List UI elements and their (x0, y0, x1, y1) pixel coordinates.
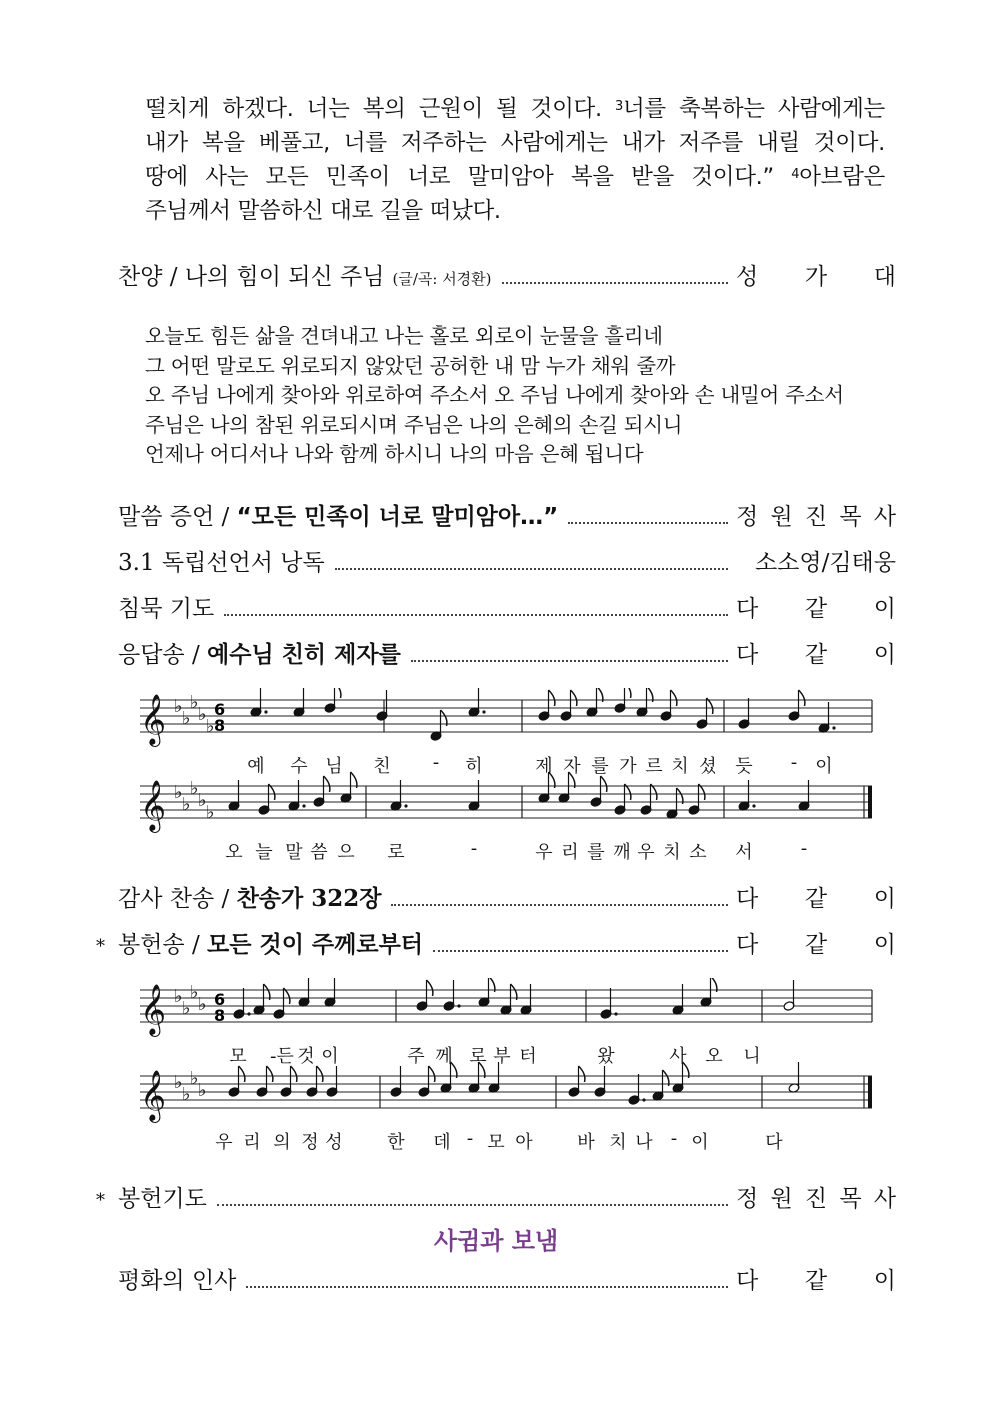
leader-dots (391, 904, 728, 906)
lyric-line: 언제나 어디서나 나와 함께 하시니 나의 마음 은혜 됩니다 (145, 442, 644, 466)
flat-icon: ♭ (190, 778, 199, 799)
item-credit: (글/곡: 서경환) (392, 270, 492, 288)
order-item-offering-prayer (96, 1180, 896, 1216)
lyric-syllable: 이 (691, 1132, 709, 1153)
order-item-offering-song (96, 926, 896, 962)
leader-dots (335, 568, 728, 570)
scripture-text: 너를 축복하는 사람에게는 (622, 96, 885, 122)
item-title: 침묵 기도 (118, 596, 215, 622)
lyric-syllable: - (432, 752, 440, 773)
lyric-syllable: 왔 (597, 1046, 615, 1067)
lyric-syllable: 로 (387, 842, 405, 863)
lyric-syllable: 으 (337, 842, 355, 863)
scripture-line: 주님께서 말씀하신 대로 길을 떠났다. (145, 198, 501, 224)
order-item-sermon (96, 498, 896, 534)
lyric-syllable: 오 (225, 842, 243, 863)
flat-icon: ♭ (182, 998, 191, 1019)
scripture-text: 땅에 사는 모든 민족이 너로 말미암아 복을 받을 것이다.” (145, 164, 792, 190)
lyric-syllable: 데 (433, 1132, 451, 1153)
item-leader: 정 원 진 목 사 (736, 504, 896, 530)
lyric-syllable: 리 (243, 1132, 261, 1153)
lyric-syllable: 나 (635, 1132, 653, 1153)
treble-clef-icon: 𝄞 (140, 1070, 167, 1121)
lyric-syllable: 로 (469, 1046, 487, 1067)
lyric-syllable: 치 (671, 756, 689, 777)
item-leader: 다 같 이 (736, 932, 896, 958)
lyric-syllable: 서 (735, 842, 753, 863)
leader-dots (224, 614, 728, 616)
lyric-syllable: 우 (637, 842, 655, 863)
item-title: 감사 찬송 / 찬송가 322장 (118, 885, 382, 912)
lyric-syllable: 늘 (255, 842, 273, 863)
order-item-peace-greeting (96, 1262, 896, 1298)
lyric-syllable: 치 (609, 1132, 627, 1153)
lyric-syllable: 다 (765, 1132, 783, 1153)
lyric-syllable: 히 (465, 756, 483, 777)
item-leader: 소소영/김태웅 (754, 550, 896, 576)
scripture-line: 내가 복을 베풀고, 너를 저주하는 사람에게는 내가 저주를 내릴 것이다. (145, 130, 885, 156)
lyric-syllable: 소 (689, 842, 707, 863)
staff-row (140, 978, 872, 1037)
lyric-syllable: 를 (587, 842, 605, 863)
standing-mark: * (96, 1190, 105, 1211)
lyric-syllable: 를 (591, 756, 609, 777)
lyric-syllable: 오 (705, 1046, 723, 1067)
lyric-syllable: 성 (325, 1132, 343, 1153)
flat-icon: ♭ (182, 1084, 191, 1105)
staff-row (140, 1062, 872, 1123)
leader-dots (568, 522, 728, 524)
order-item-anthem (96, 258, 896, 294)
lyric-syllable: 터 (519, 1046, 537, 1067)
lyric-syllable: 제 (535, 756, 553, 777)
item-title: 응답송 / 예수님 친히 제자를 (118, 641, 401, 668)
lyric-syllable: 자 (563, 756, 581, 777)
leader-dots (433, 950, 728, 952)
staff-row (140, 772, 872, 833)
flat-icon: ♭ (190, 1068, 199, 1089)
time-signature-top: 6 (214, 990, 226, 1009)
lyric-line: 주님은 나의 참된 위로되시며 주님은 나의 은혜의 손길 되시니 (145, 412, 683, 437)
item-title: 봉헌송 / 모든 것이 주께로부터 (118, 931, 424, 958)
flat-icon: ♭ (174, 986, 183, 1007)
offering-song-score (134, 978, 878, 1163)
lyric-syllable: 바 (577, 1132, 595, 1153)
order-item-silent-prayer (96, 590, 896, 626)
lyric-syllable: 한 (387, 1132, 405, 1153)
item-leader: 다 같 이 (736, 596, 896, 622)
lyric-syllable: 모 (487, 1132, 505, 1153)
flat-icon: ♭ (198, 704, 207, 725)
scripture-line (145, 160, 885, 194)
music-staff-svg (134, 688, 878, 868)
lyric-syllable: - (670, 1128, 678, 1149)
lyric-syllable: 가 (619, 756, 637, 777)
item-leader: 다 같 이 (736, 642, 896, 668)
flat-icon: ♭ (174, 1072, 183, 1093)
order-item-thanks-hymn (96, 880, 896, 916)
lyric-syllable: 니 (743, 1046, 761, 1067)
leader-dots (217, 1204, 728, 1206)
lyric-syllable: 께 (435, 1046, 453, 1067)
lyric-syllable: 셨 (699, 756, 717, 777)
flat-icon: ♭ (198, 1080, 207, 1101)
flat-icon: ♭ (174, 782, 183, 803)
verse-number: 3 (614, 99, 623, 114)
lyric-syllable: - (466, 1128, 474, 1149)
flat-icon: ♭ (182, 794, 191, 815)
flat-icon: ♭ (182, 708, 191, 729)
lyric-line: 오 주님 나에게 찾아와 위로하여 주소서 오 주님 나에게 찾아와 손 내밀어 주소서 (145, 383, 844, 407)
treble-clef-icon: 𝄞 (140, 984, 167, 1035)
lyric-syllable: 수 (290, 756, 308, 777)
verse-number: 4 (791, 167, 800, 182)
leader-dots (502, 282, 728, 284)
lyric-syllable: 말 (285, 842, 303, 863)
treble-clef-icon: 𝄞 (140, 780, 167, 831)
item-leader: 정 원 진 목 사 (736, 1186, 896, 1212)
lyric-line: 그 어떤 말로도 위로되지 않았던 공허한 내 맘 누가 채워 줄까 (145, 353, 676, 378)
flat-icon: ♭ (198, 790, 207, 811)
item-leader: 다 같 이 (736, 886, 896, 912)
lyric-syllable: 사 (669, 1046, 687, 1067)
time-signature-bottom: 8 (214, 716, 226, 735)
order-item-declaration (96, 544, 896, 580)
section-heading: 사귐과 보냄 (433, 1227, 559, 1255)
item-leader: 성 가 대 (736, 264, 896, 290)
lyric-syllable: 우 (215, 1132, 233, 1153)
lyric-syllable: 씀 (310, 842, 328, 863)
scripture-text: 아브람은 (799, 164, 885, 190)
item-title: 3.1 독립선언서 낭독 (118, 550, 325, 576)
anthem-lyrics (145, 322, 844, 470)
leader-dots (246, 1286, 728, 1288)
item-title: 봉헌기도 (118, 1186, 207, 1212)
lyric-syllable: 주 (407, 1046, 425, 1067)
lyric-syllable: 모 (229, 1046, 247, 1067)
staff-row (140, 688, 872, 747)
lyric-syllable: 깨 (613, 842, 631, 863)
lyric-syllable: -든 (270, 1046, 294, 1067)
lyric-syllable: 것 (297, 1046, 315, 1067)
lyric-syllable: - (800, 838, 808, 859)
lyric-syllable: 이 (321, 1046, 339, 1067)
flat-icon: ♭ (190, 982, 199, 1003)
flat-icon: ♭ (206, 716, 215, 737)
item-leader: 다 같 이 (736, 1268, 896, 1294)
flat-icon: ♭ (174, 696, 183, 717)
scripture-passage (145, 92, 885, 228)
lyric-syllable: 듯 (735, 756, 753, 777)
lyric-syllable: 정 (301, 1132, 319, 1153)
leader-dots (411, 660, 728, 662)
flat-icon: ♭ (198, 994, 207, 1015)
scripture-line (145, 92, 885, 126)
item-title: 평화의 인사 (118, 1268, 237, 1294)
time-signature-bottom: 8 (214, 1006, 226, 1025)
time-signature-top: 6 (214, 700, 226, 719)
lyric-syllable: 이 (815, 756, 833, 777)
lyric-syllable: 르 (645, 756, 663, 777)
item-title: 찬양 / 나의 힘이 되신 주님 (118, 264, 385, 290)
lyric-syllable: 의 (273, 1132, 291, 1153)
lyric-syllable: 예 (247, 756, 265, 777)
flat-icon: ♭ (190, 692, 199, 713)
standing-mark: * (96, 936, 105, 957)
scripture-text: 떨치게 하겠다. 너는 복의 근원이 될 것이다. (145, 96, 615, 122)
lyric-syllable: 친 (373, 756, 391, 777)
item-title: 말씀 증언 / “모든 민족이 너로 말미암아…” (118, 504, 559, 530)
lyric-syllable: 님 (325, 756, 343, 777)
lyric-syllable: 리 (561, 842, 579, 863)
lyric-syllable: 우 (535, 842, 553, 863)
lyric-line: 오늘도 힘든 삶을 견뎌내고 나는 홀로 외로이 눈물을 흘리네 (145, 324, 663, 348)
lyric-syllable: - (790, 752, 798, 773)
lyric-syllable: 아 (515, 1132, 533, 1153)
treble-clef-icon: 𝄞 (140, 694, 167, 745)
lyric-syllable: 치 (663, 842, 681, 863)
order-item-response-song (96, 636, 896, 672)
lyric-syllable: - (470, 838, 478, 859)
response-song-score (134, 688, 878, 868)
flat-icon: ♭ (206, 802, 215, 823)
lyric-syllable: 부 (493, 1046, 511, 1067)
